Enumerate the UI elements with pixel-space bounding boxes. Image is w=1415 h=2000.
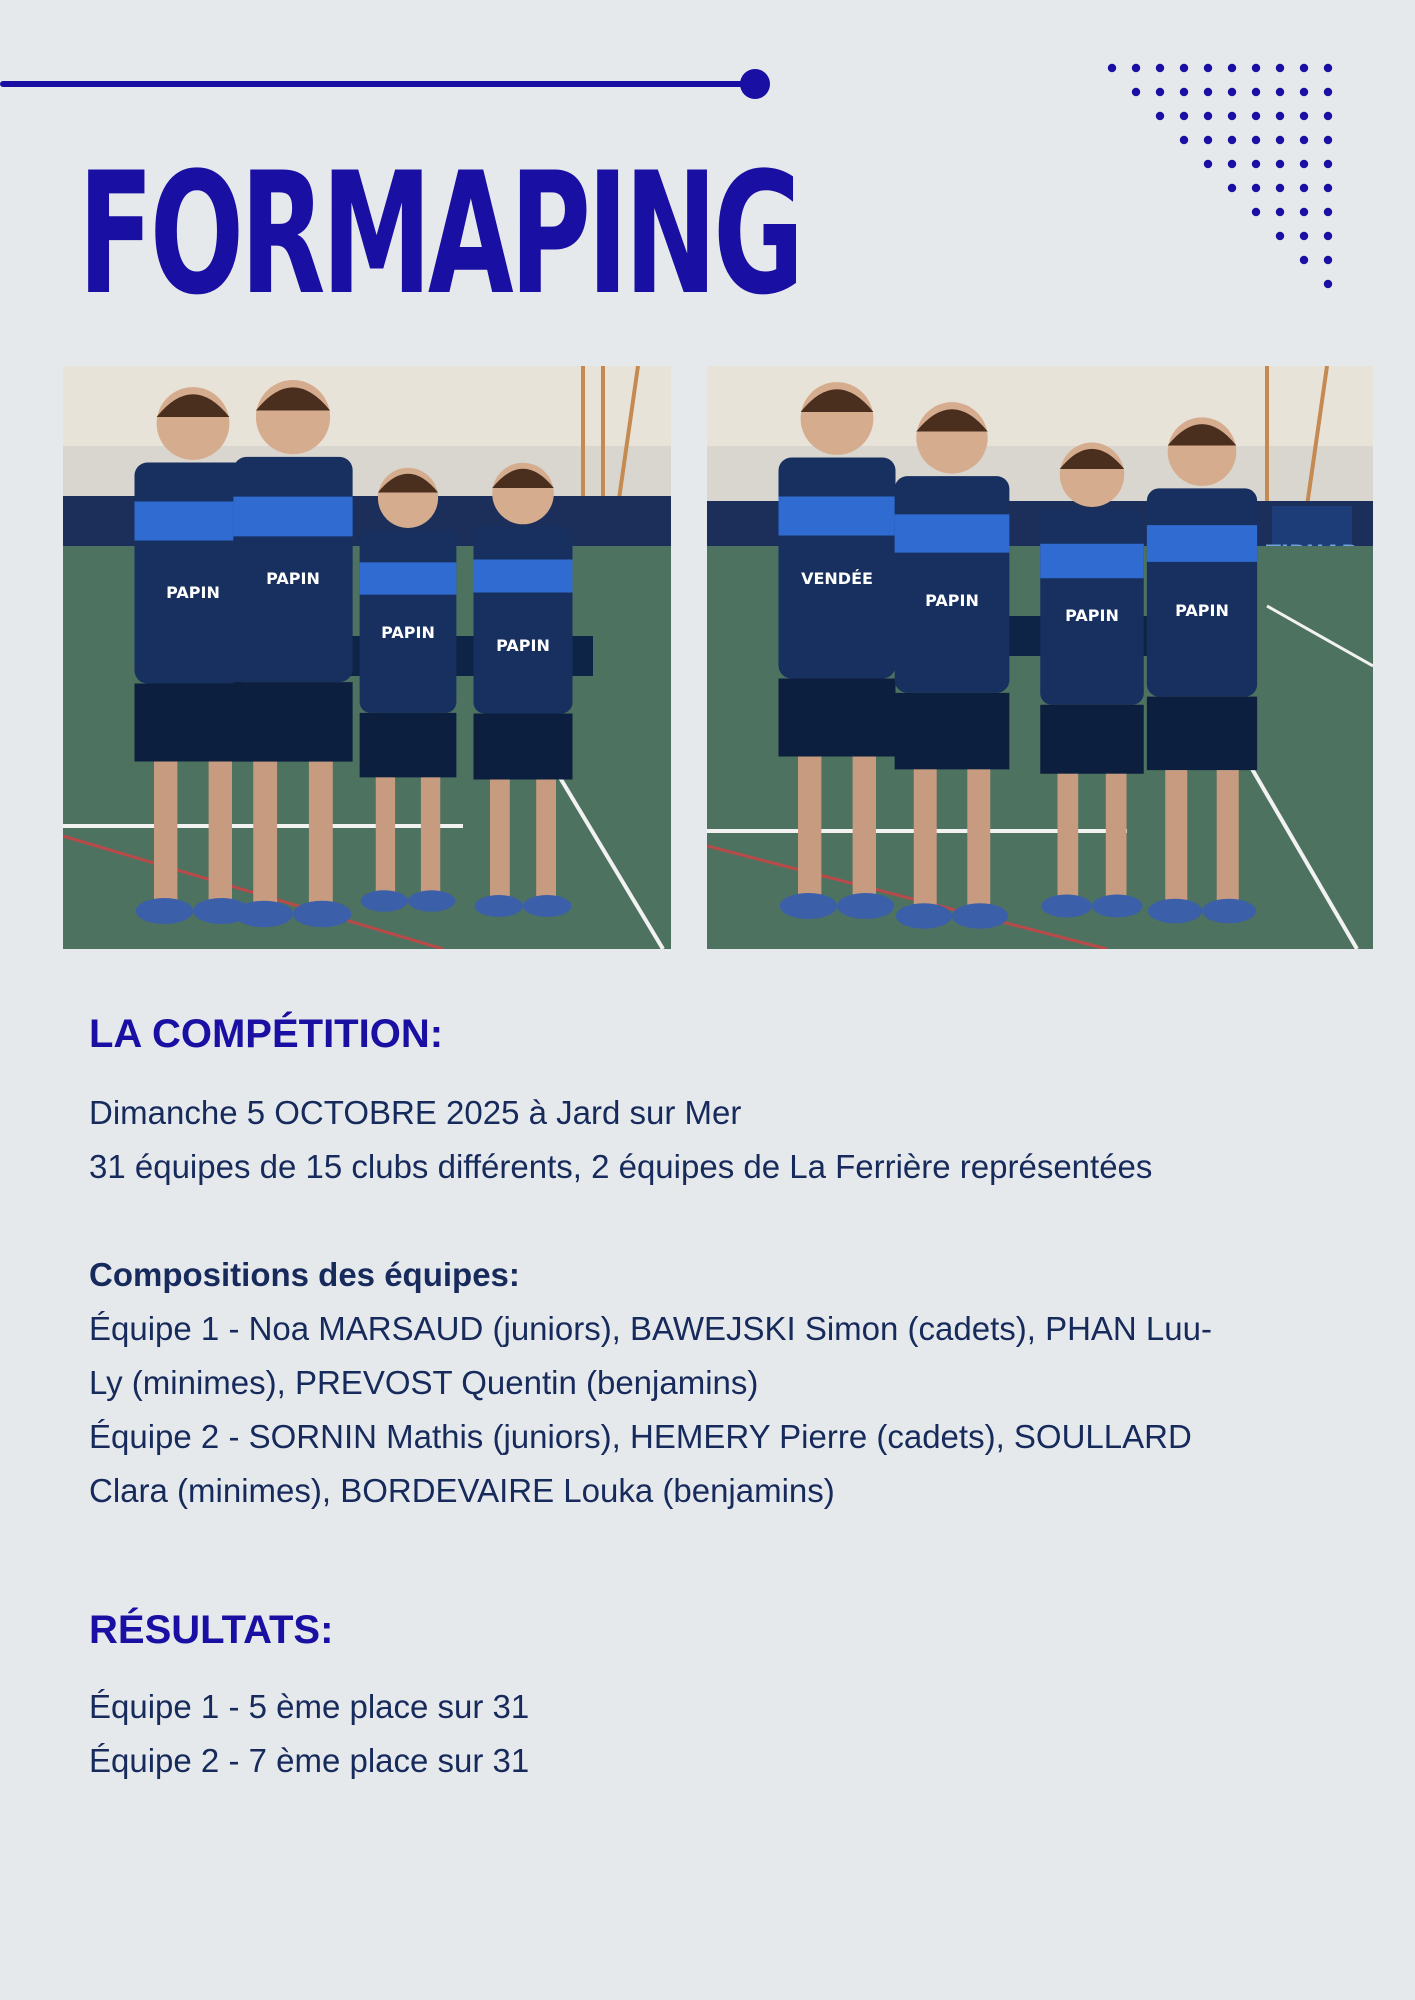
- player-figure-part: [895, 514, 1010, 552]
- player-figure-part: [490, 780, 510, 901]
- jersey-text: PAPIN: [1175, 601, 1229, 620]
- player-figure-part: [474, 714, 573, 780]
- player-figure-part: [136, 898, 193, 924]
- decorative-dot: [1180, 112, 1188, 120]
- decorative-dot: [1228, 160, 1236, 168]
- decorative-dot: [1132, 64, 1140, 72]
- compositions-heading: Compositions des équipes:: [89, 1256, 520, 1293]
- player-figure-part: [360, 562, 457, 594]
- player-figure-part: [1148, 899, 1202, 924]
- decorative-dot: [1276, 232, 1284, 240]
- player-figure-part: [360, 530, 457, 713]
- decorative-dot: [1276, 208, 1284, 216]
- decorative-dot: [1132, 88, 1140, 96]
- jersey-text: PAPIN: [381, 623, 435, 642]
- decorative-dot: [1252, 208, 1260, 216]
- player-figure-part: [209, 762, 232, 905]
- decorative-dot: [1252, 112, 1260, 120]
- results-heading: RÉSULTATS:: [89, 1608, 334, 1652]
- jersey-text: PAPIN: [166, 583, 220, 602]
- team-photo-2: [707, 366, 1373, 949]
- player-figure-part: [293, 901, 351, 928]
- player-figure-part: [474, 560, 573, 593]
- player-figure-part: [474, 527, 573, 714]
- player-figure-part: [914, 769, 937, 909]
- player-figure-part: [233, 497, 352, 537]
- player-figure-part: [779, 458, 896, 679]
- team-photo-1: [63, 366, 671, 949]
- team1-composition-line: Ly (minimes), PREVOST Quentin (benjamins): [89, 1364, 759, 1401]
- player-figure-part: [523, 895, 571, 917]
- player-figure-part: [408, 890, 455, 912]
- player-figure-part: [475, 895, 523, 917]
- decorative-dot: [1300, 64, 1308, 72]
- player-figure-part: [421, 777, 440, 895]
- player-figure-part: [376, 777, 395, 895]
- dot-pattern-decoration: [1100, 58, 1350, 298]
- player-figure-part: [895, 693, 1010, 770]
- player-figure-part: [1147, 525, 1257, 562]
- player-figure-part: [154, 762, 177, 905]
- decorative-dot: [1300, 112, 1308, 120]
- decorative-dot: [1180, 136, 1188, 144]
- player-figure-part: [1202, 899, 1256, 924]
- jersey-text: VENDÉE: [801, 569, 873, 588]
- decorative-dot: [1324, 280, 1332, 288]
- decorative-dot: [1156, 88, 1164, 96]
- decorative-dot: [1228, 112, 1236, 120]
- player-figure-part: [895, 476, 1010, 693]
- decorative-dot: [1252, 88, 1260, 96]
- decorative-dot: [1276, 64, 1284, 72]
- decorative-dot: [1324, 232, 1332, 240]
- competition-heading: LA COMPÉTITION:: [89, 1012, 444, 1056]
- decorative-dot: [1156, 64, 1164, 72]
- player-figure-part: [1147, 697, 1257, 771]
- decorative-dot: [1252, 184, 1260, 192]
- decorative-dot: [1324, 112, 1332, 120]
- result-line: Équipe 2 - 7 ème place sur 31: [89, 1742, 530, 1779]
- decorative-dot: [1300, 208, 1308, 216]
- jersey-text: PAPIN: [496, 636, 550, 655]
- decorative-dot: [1300, 136, 1308, 144]
- decorative-dot: [1204, 64, 1212, 72]
- decorative-dot: [1276, 88, 1284, 96]
- decorative-dot: [1276, 136, 1284, 144]
- jersey-text: PAPIN: [925, 591, 979, 610]
- decorative-dot: [1300, 160, 1308, 168]
- decorative-dot: [1276, 184, 1284, 192]
- decorative-dot: [740, 69, 770, 99]
- decorative-dot: [1252, 64, 1260, 72]
- decorative-dot: [1228, 64, 1236, 72]
- player-figure-part: [1058, 774, 1079, 901]
- decorative-dot: [1252, 136, 1260, 144]
- player-figure-part: [837, 893, 894, 919]
- player-figure-part: [233, 682, 352, 762]
- player-figure-part: [1041, 895, 1092, 918]
- team2-composition-line: Équipe 2 - SORNIN Mathis (juniors), HEMERY Pierre (cadets), SOULLARD: [89, 1418, 1192, 1455]
- player-figure-part: [360, 713, 457, 778]
- player-figure-part: [952, 903, 1008, 929]
- team2-composition-line: Clara (minimes), BORDEVAIRE Louka (benjamins): [89, 1472, 835, 1509]
- result-line: Équipe 1 - 5 ème place sur 31: [89, 1688, 530, 1725]
- player-figure-part: [1165, 770, 1187, 905]
- jersey-text: PAPIN: [266, 569, 320, 588]
- article-body: [89, 1010, 1349, 1788]
- decorative-dot: [1204, 112, 1212, 120]
- decorative-dot: [1324, 184, 1332, 192]
- decorative-dot: [1324, 88, 1332, 96]
- decorative-dot: [1204, 160, 1212, 168]
- player-figure-part: [853, 757, 876, 900]
- decorative-dot: [1300, 88, 1308, 96]
- decorative-dot: [1228, 88, 1236, 96]
- team1-composition-line: Équipe 1 - Noa MARSAUD (juniors), BAWEJSKI Simon (cadets), PHAN Luu-: [89, 1310, 1212, 1347]
- decorative-dot: [1228, 184, 1236, 192]
- decorative-dot: [1324, 136, 1332, 144]
- player-figure-part: [235, 901, 293, 928]
- page-title: FORMAPING: [78, 136, 801, 332]
- decorative-dot: [1324, 64, 1332, 72]
- player-figure-part: [967, 769, 990, 909]
- decorative-dot: [1180, 88, 1188, 96]
- competition-date-line: Dimanche 5 OCTOBRE 2025 à Jard sur Mer: [89, 1094, 742, 1131]
- decorative-dot: [1324, 208, 1332, 216]
- player-figure-part: [536, 780, 556, 901]
- player-figure-part: [798, 757, 821, 900]
- decorative-dot: [1228, 136, 1236, 144]
- decorative-dot: [1300, 232, 1308, 240]
- player-figure-part: [896, 903, 952, 929]
- decorative-dot: [1276, 112, 1284, 120]
- jersey-text: PAPIN: [1065, 606, 1119, 625]
- player-figure-part: [1106, 774, 1127, 901]
- decorative-dot: [1204, 136, 1212, 144]
- player-figure-part: [361, 890, 408, 912]
- player-figure-part: [779, 679, 896, 757]
- player-figure-part: [1147, 488, 1257, 696]
- decorative-dot: [1180, 64, 1188, 72]
- decorative-dot: [1324, 160, 1332, 168]
- player-figure-part: [253, 762, 277, 908]
- player-figure-part: [1217, 770, 1239, 905]
- decorative-dot: [1300, 184, 1308, 192]
- decorative-dot: [1252, 160, 1260, 168]
- player-figure-part: [1092, 895, 1143, 918]
- decorative-dot: [1276, 160, 1284, 168]
- player-figure-part: [309, 762, 333, 908]
- decorative-dot: [1204, 88, 1212, 96]
- decorative-dot: [1300, 256, 1308, 264]
- competition-teams-line: 31 équipes de 15 clubs différents, 2 équipes de La Ferrière représentées: [89, 1148, 1153, 1185]
- decorative-dot: [1156, 112, 1164, 120]
- decorative-dot: [1108, 64, 1116, 72]
- player-figure-part: [1040, 544, 1144, 579]
- player-figure-part: [780, 893, 837, 919]
- player-figure-part: [1040, 705, 1144, 774]
- decorative-dot: [1324, 256, 1332, 264]
- decorative-line: [0, 81, 752, 87]
- player-figure-part: [779, 497, 896, 536]
